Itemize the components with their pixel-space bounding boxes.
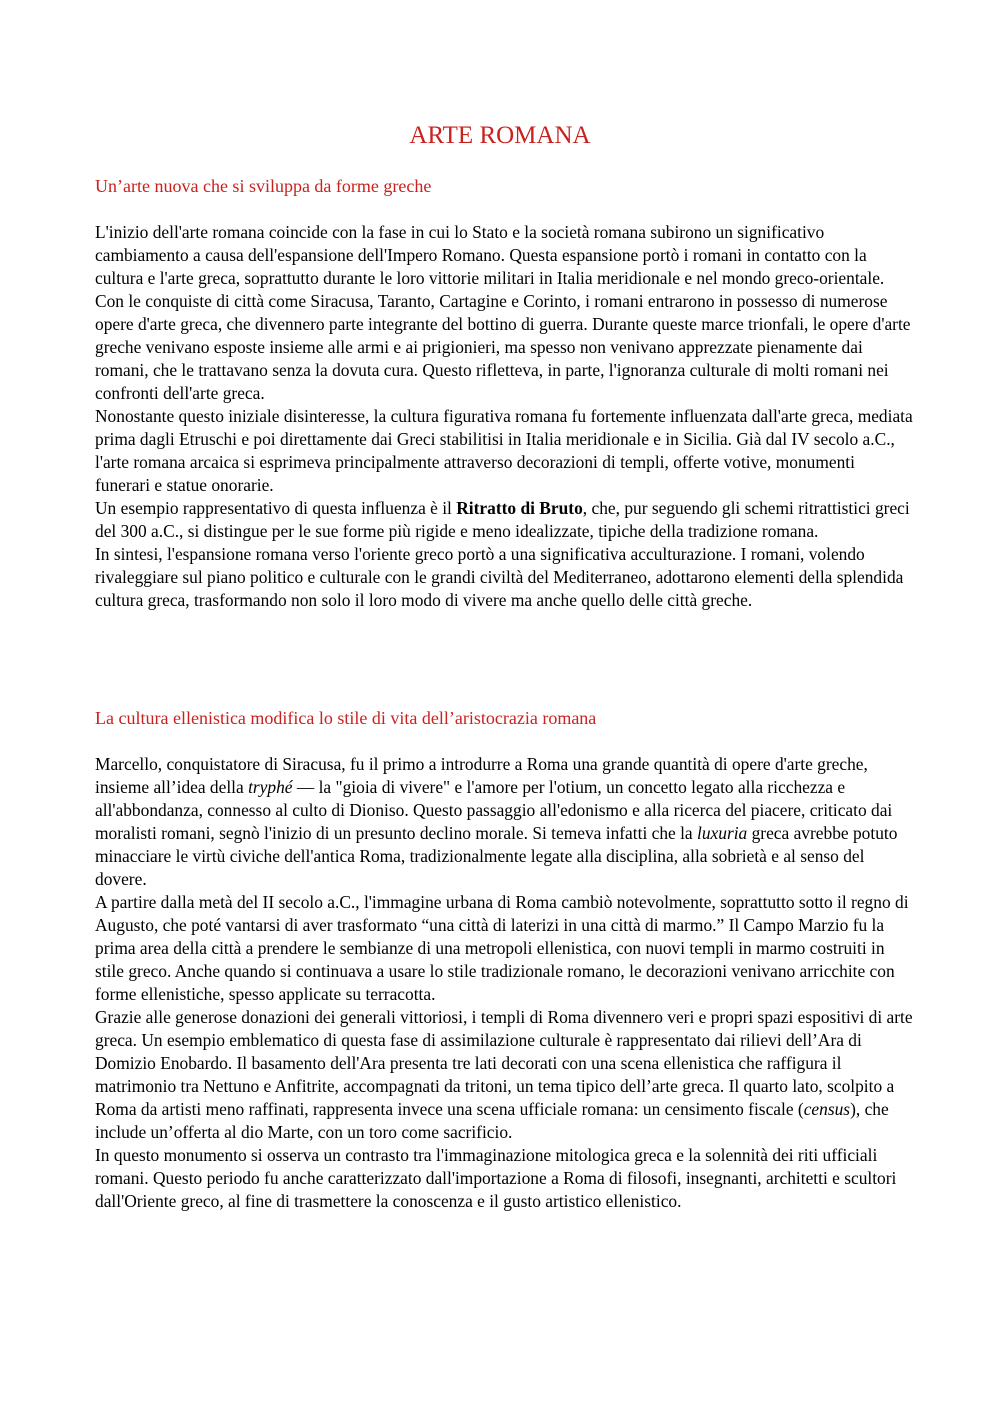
document-title: ARTE ROMANA: [409, 122, 591, 149]
italic-term: census: [803, 1099, 851, 1119]
italic-term: tryphé: [248, 777, 293, 797]
paragraph: A partire dalla metà del II secolo a.C., l'immagine urbana di Roma cambiò notevolmente, soprattutto sotto il regno di Augusto, che poté vantarsi di aver trasformato “una città di laterizi in una città di marmo.” Il Campo Marzio fu la prima area della città a prendere le sembianze di una metropoli ellenistica, con nuovi templi in marmo costruiti in stile greco. Anche quando si continuava a usare lo stile tradizionale romano, le decorazioni venivano arricchite con forme ellenistiche, spesso applicate su terracotta.: [95, 892, 909, 1004]
text-run: Un esempio rappresentativo di questa influenza è il: [95, 498, 457, 518]
paragraph: Nonostante questo iniziale disinteresse, la cultura figurativa romana fu fortemente influenzata dall'arte greca, mediata prima dagli Etruschi e poi direttamente dai Greci stabilitisi in Italia meridionale e in Sicilia. Già dal IV secolo a.C., l'arte romana arcaica si esprimeva principalmente attraverso decorazioni di templi, offerte votive, monumenti funerari e statue onorarie.: [95, 406, 913, 495]
bold-term: Ritratto di Bruto: [456, 498, 583, 518]
italic-term: luxuria: [697, 823, 748, 843]
text-run: Grazie alle generose donazioni dei generali vittoriosi, i templi di Roma divennero veri e propri spazi espositivi di arte greca. Un esempio emblematico di questa fase di assimilazione culturale è rappresentato dai rilievi dell’Ara di Domizio Enobardo. Il basamento dell'Ara presenta tre lati decorati con una scena ellenistica che raffigura il matrimonio tra Nettuno e Anfitrite, accompagnati da tritoni, un tema tipico dell’arte greca. Il quarto lato, scolpito a Roma da artisti meno raffinati, rappresenta invece una scena ufficiale romana: un censimento fiscale (: [95, 1007, 913, 1119]
paragraph: L'inizio dell'arte romana coincide con la fase in cui lo Stato e la società romana subirono un significativo cambiamento a causa dell'espansione dell'Impero Romano. Questa espansione portò i romani in contatto con la cultura e l'arte greca, soprattutto durante le loro vittorie militari in Italia meridionale e nel mondo greco-orientale. Con le conquiste di città come Siracusa, Taranto, Cartagine e Corinto, i romani entrarono in possesso di numerose opere d'arte greca, che divennero parte integrante del bottino di guerra. Durante queste marce trionfali, le opere d'arte greche venivano esposte insieme alle armi e ai prigionieri, ma spesso non venivano apprezzate pienamente dai romani, che le trattavano senza la dovuta cura. Questo rifletteva, in parte, l'ignoranza culturale di molti romani nei confronti dell'arte greca.: [95, 222, 911, 403]
paragraph: In sintesi, l'espansione romana verso l'oriente greco portò a una significativa acculturazione. I romani, volendo rivaleggiare sul piano politico e culturale con le grandi civiltà del Mediterraneo, adottarono elementi della splendida cultura greca, trasformando non solo il loro modo di vivere ma anche quello delle città greche.: [95, 544, 904, 610]
text-run: , che, pur seguendo gli schemi ritrattistici greci del 300 a.C., si distingue per le sue forme più rigide e meno idealizzate, tipiche della tradizione romana.: [95, 498, 910, 541]
text-run: ), che include un’offerta al dio Marte, con un toro come sacrificio.: [95, 1099, 889, 1142]
text-run: greca avrebbe potuto minacciare le virtù civiche dell'antica Roma, tradizionalmente legate alla disciplina, alla sobrietà e al senso del dovere.: [95, 823, 898, 889]
paragraph: In questo monumento si osserva un contrasto tra l'immaginazione mitologica greca e la solennità dei riti ufficiali romani. Questo periodo fu anche caratterizzato dall'importazione a Roma di filosofi, insegnanti, architetti e scultori dall'Oriente greco, al fine di trasmettere la conoscenza e il gusto artistico ellenistico.: [95, 1145, 897, 1211]
text-run: — la "gioia di vivere" e l'amore per l'otium, un concetto legato alla ricchezza e all'abbondanza, connesso al culto di Dioniso. Questo passaggio all'edonismo e alla ricerca del piacere, criticato dai moralisti romani, segnò l'inizio di un presunto declino morale. Si temeva infatti che la: [95, 777, 893, 843]
section-heading-2: La cultura ellenistica modifica lo stile di vita dell’aristocrazia romana: [95, 708, 597, 728]
paragraph: [95, 497, 913, 543]
section-body-1: [95, 221, 913, 612]
paragraph: [95, 1006, 913, 1144]
text-run: Marcello, conquistatore di Siracusa, fu il primo a introdurre a Roma una grande quantità di opere d'arte greche, insieme all’idea della: [95, 754, 868, 797]
section-heading-1: Un’arte nuova che si sviluppa da forme greche: [95, 176, 432, 196]
paragraph: [95, 753, 913, 891]
section-body-2: [95, 753, 913, 1213]
